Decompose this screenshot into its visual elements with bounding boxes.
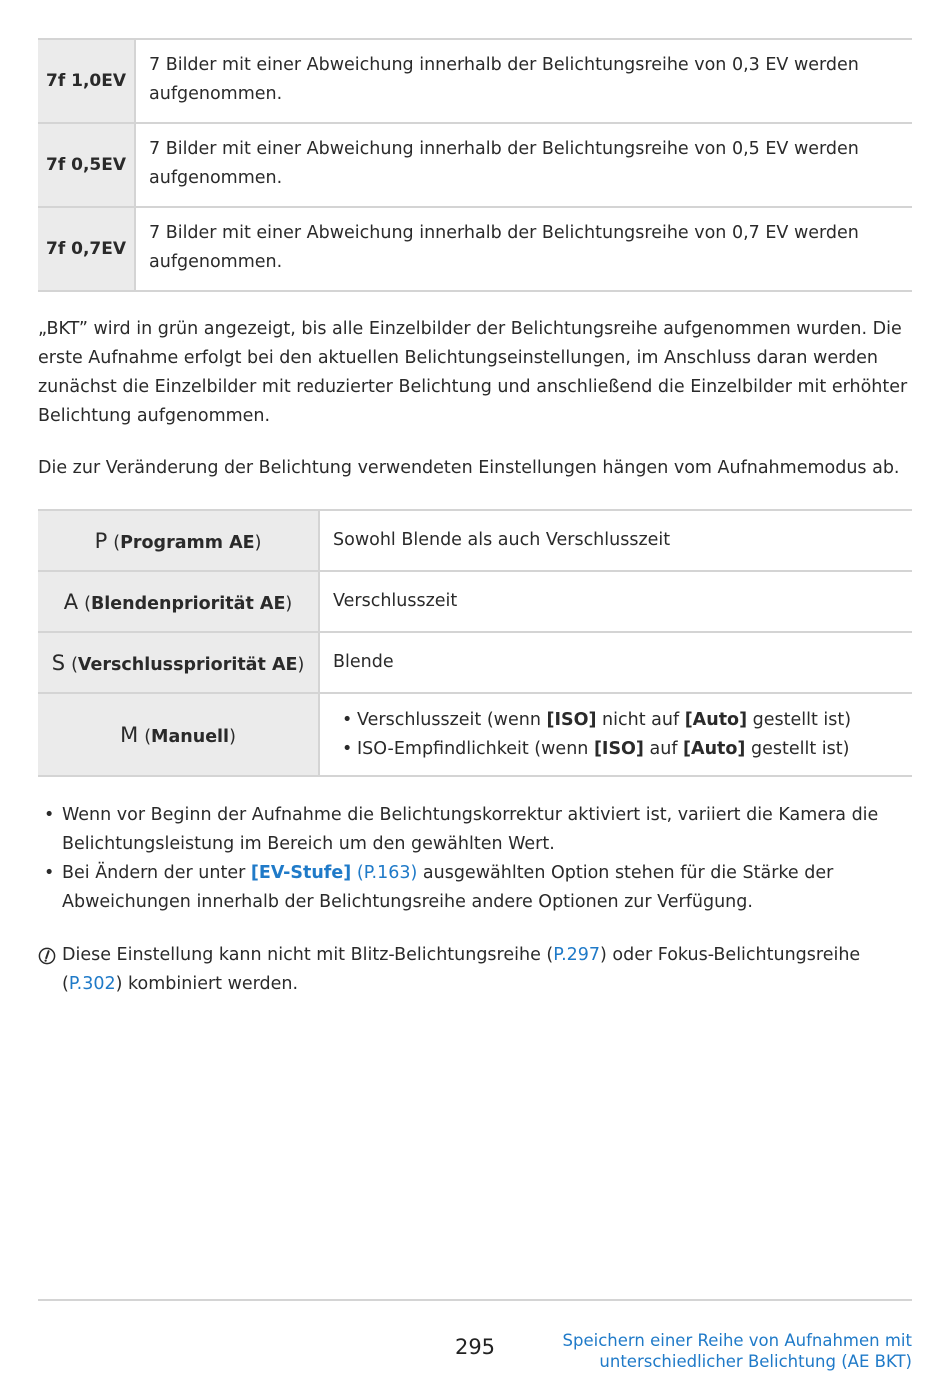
page-ref-link[interactable]: (P.163)	[356, 863, 418, 883]
table-row	[38, 123, 912, 207]
option-key: 7f 0,7EV	[38, 207, 135, 291]
list-item: • Wenn vor Beginn der Aufnahme die Belichtungskorrektur aktiviert ist, variiert die Kamera die Belichtungsleistung im Bereich um den gewählten Wert.	[38, 801, 912, 859]
page-content	[38, 38, 912, 999]
list-item: • Bei Ändern der unter [EV-Stufe] (P.163) ausgewählten Option stehen für die Stärke der Abweichungen innerhalb der Belichtungsreihe andere Optionen zur Verfügung.	[38, 859, 912, 917]
page-ref-link[interactable]: P.297	[553, 945, 601, 965]
mode-cell: A (Blendenpriorität AE)	[38, 571, 319, 632]
page-ref-link[interactable]: P.302	[68, 974, 116, 994]
table-row	[38, 510, 912, 571]
mode-cell: M (Manuell)	[38, 693, 319, 776]
table-row	[38, 693, 912, 776]
mode-cell: S (Verschlusspriorität AE)	[38, 632, 319, 693]
option-key: 7f 1,0EV	[38, 39, 135, 123]
table-row	[38, 39, 912, 123]
option-key: 7f 0,5EV	[38, 123, 135, 207]
mode-setting	[319, 693, 912, 776]
mode-name: Blendenpriorität AE	[90, 593, 286, 614]
mode-letter: M	[120, 722, 139, 747]
mode-name: Programm AE	[120, 532, 255, 553]
bracket-options-table	[38, 38, 912, 292]
table-row	[38, 207, 912, 291]
shooting-mode-table	[38, 509, 912, 777]
page-number: 295	[454, 1335, 496, 1359]
footer-divider	[38, 1299, 912, 1301]
mode-letter: S	[51, 650, 66, 675]
mode-letter: P	[94, 528, 108, 553]
section-title-link[interactable]: Speichern einer Reihe von Aufnahmen mit unterschiedlicher Belichtung (AE BKT)	[562, 1331, 912, 1371]
mode-setting: Verschlusszeit	[333, 591, 458, 611]
caution-note: Diese Einstellung kann nicht mit Blitz-Belichtungsreihe (P.297) oder Fokus-Belichtungsreihe (P.302) kombiniert werden.	[38, 941, 912, 999]
table-row	[38, 632, 912, 693]
caution-icon	[38, 947, 56, 965]
notes-list	[38, 801, 912, 917]
settings-intro-paragraph: Die zur Veränderung der Belichtung verwendeten Einstellungen hängen vom Aufnahmemodus ab.	[38, 458, 900, 478]
table-row	[38, 571, 912, 632]
mode-letter: A	[63, 589, 79, 614]
bkt-paragraph: „BKT” wird in grün angezeigt, bis alle Einzelbilder der Belichtungsreihe aufgenommen wurden. Die erste Aufnahme erfolgt bei den aktuellen Belichtungseinstellungen, im Anschluss daran werden zunächst die Einzelbilder mit reduzierter Belichtung und anschließend die Einzelbilder mit erhöhter Belichtung aufgenommen.	[38, 319, 908, 426]
mode-cell: P (Programm AE)	[38, 510, 319, 571]
mode-setting: Blende	[333, 652, 394, 672]
mode-name: Verschlusspriorität AE	[77, 654, 298, 675]
ev-step-link[interactable]: [EV-Stufe]	[250, 863, 352, 883]
list-item: • ISO-Empfindlichkeit (wenn [ISO] auf [Auto] gestellt ist)	[333, 735, 900, 764]
manual-settings-list	[333, 706, 900, 764]
mode-setting: Sowohl Blende als auch Verschlusszeit	[333, 530, 671, 550]
option-description: 7 Bilder mit einer Abweichung innerhalb der Belichtungsreihe von 0,3 EV werden aufgenommen.	[149, 55, 859, 104]
list-item: • Verschlusszeit (wenn [ISO] nicht auf [Auto] gestellt ist)	[333, 706, 900, 735]
option-description: 7 Bilder mit einer Abweichung innerhalb der Belichtungsreihe von 0,5 EV werden aufgenommen.	[149, 139, 859, 188]
mode-name: Manuell	[151, 726, 230, 747]
option-description: 7 Bilder mit einer Abweichung innerhalb der Belichtungsreihe von 0,7 EV werden aufgenommen.	[149, 223, 859, 272]
